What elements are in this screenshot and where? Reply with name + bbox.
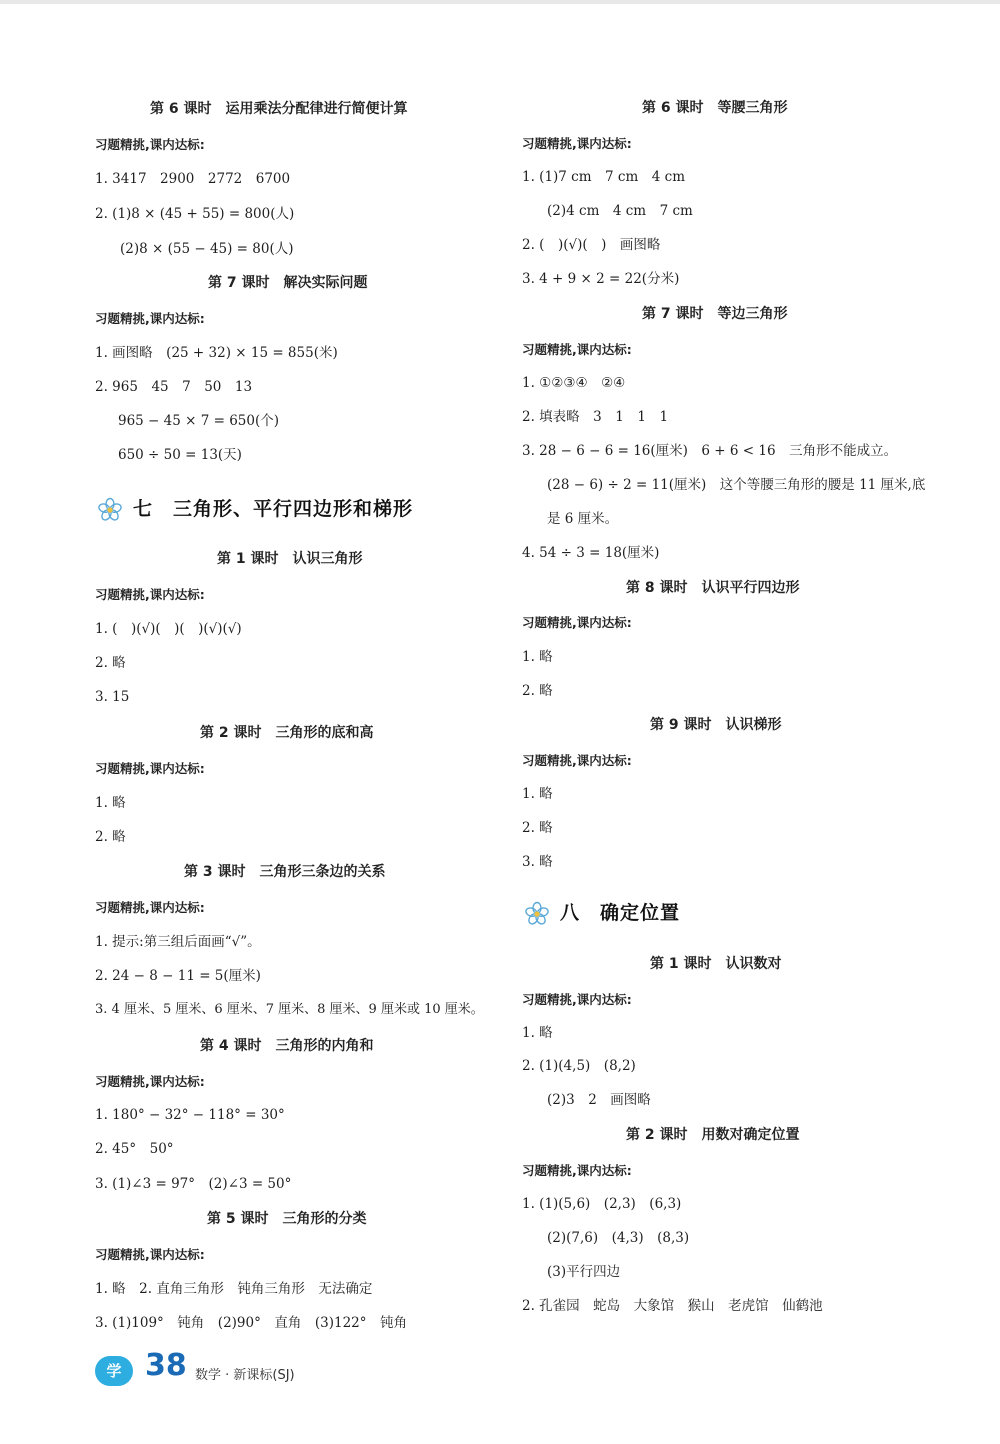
lesson-title: 第 2 课时 三角形的底和高 bbox=[200, 725, 374, 741]
answer-line: 1. (1)(5,6) (2,3) (6,3) bbox=[522, 1196, 682, 1212]
top-border bbox=[0, 0, 1000, 4]
answer-line: 2. 孔雀园 蛇岛 大象馆 猴山 老虎馆 仙鹤池 bbox=[522, 1298, 823, 1314]
exercise-heading: 习题精挑,课内达标: bbox=[522, 615, 632, 630]
answer-line: 1. 略 bbox=[522, 786, 553, 802]
answer-line: 3. 略 bbox=[522, 854, 553, 870]
page-number: 38 bbox=[145, 1348, 187, 1383]
answer-line: 2. 略 bbox=[522, 683, 553, 699]
exercise-heading: 习题精挑,课内达标: bbox=[95, 900, 205, 915]
chapter-title-text: 八 确定位置 bbox=[560, 902, 681, 924]
answer-line: 1. 略 bbox=[522, 649, 553, 665]
answer-line: (2)8 × (55 − 45) = 80(人) bbox=[120, 241, 294, 257]
answer-line: 2. 略 bbox=[95, 829, 126, 845]
subject-label: 数学 · 新课标(SJ) bbox=[195, 1368, 295, 1383]
answer-line: 3. 15 bbox=[95, 689, 130, 705]
answer-line: 2. 略 bbox=[95, 655, 126, 671]
exercise-heading: 习题精挑,课内达标: bbox=[522, 753, 632, 768]
exercise-heading: 习题精挑,课内达标: bbox=[95, 761, 205, 776]
answer-line: 650 ÷ 50 = 13(天) bbox=[118, 447, 242, 463]
lesson-title: 第 8 课时 认识平行四边形 bbox=[626, 580, 800, 596]
answer-line: 4. 54 ÷ 3 = 18(厘米) bbox=[522, 545, 660, 561]
answer-line: 1. 画图略 (25 + 32) × 15 = 855(米) bbox=[95, 345, 338, 361]
answer-line: 是 6 厘米。 bbox=[547, 511, 619, 527]
exercise-heading: 习题精挑,课内达标: bbox=[522, 992, 632, 1007]
answer-line: 3. (1)109° 钝角 (2)90° 直角 (3)122° 钝角 bbox=[95, 1315, 408, 1331]
answer-line: 1. 3417 2900 2772 6700 bbox=[95, 171, 291, 187]
chapter-title-text: 七 三角形、平行四边形和梯形 bbox=[133, 498, 414, 520]
answer-line: (2)4 cm 4 cm 7 cm bbox=[547, 203, 693, 219]
lesson-title: 第 1 课时 认识三角形 bbox=[217, 551, 363, 567]
lesson-title: 第 5 课时 三角形的分类 bbox=[207, 1211, 367, 1227]
answer-line: 1. 180° − 32° − 118° = 30° bbox=[95, 1107, 285, 1123]
answer-line: 2. (1)8 × (45 + 55) = 800(人) bbox=[95, 206, 295, 222]
answer-line: 1. 略 bbox=[522, 1025, 553, 1041]
exercise-heading: 习题精挑,课内达标: bbox=[95, 311, 205, 326]
exercise-heading: 习题精挑,课内达标: bbox=[522, 1163, 632, 1178]
lesson-title: 第 3 课时 三角形三条边的关系 bbox=[184, 864, 386, 880]
lesson-title: 第 6 课时 等腰三角形 bbox=[642, 100, 788, 116]
lesson-title: 第 2 课时 用数对确定位置 bbox=[626, 1127, 800, 1143]
chapter-title bbox=[524, 898, 680, 927]
answer-line: 965 − 45 × 7 = 650(个) bbox=[118, 413, 280, 429]
flower-icon bbox=[97, 497, 123, 523]
answer-line: 2. 略 bbox=[522, 820, 553, 836]
answer-line: 1. ①②③④ ②④ bbox=[522, 375, 626, 391]
answer-line: 1. ( )(√)( )( )(√)(√) bbox=[95, 621, 242, 637]
exercise-heading: 习题精挑,课内达标: bbox=[522, 342, 632, 357]
answer-line: 3. (1)∠3 = 97° (2)∠3 = 50° bbox=[95, 1176, 292, 1192]
answer-line: 2. 填表略 3 1 1 1 bbox=[522, 409, 669, 425]
answer-line: 2. 24 − 8 − 11 = 5(厘米) bbox=[95, 968, 261, 984]
lesson-title: 第 4 课时 三角形的内角和 bbox=[200, 1038, 374, 1054]
exercise-heading: 习题精挑,课内达标: bbox=[95, 137, 205, 152]
lesson-title: 第 7 课时 解决实际问题 bbox=[208, 275, 368, 291]
answer-line: 2. 965 45 7 50 13 bbox=[95, 379, 253, 395]
exercise-heading: 习题精挑,课内达标: bbox=[95, 1247, 205, 1262]
answer-line: (2)(7,6) (4,3) (8,3) bbox=[547, 1230, 690, 1246]
chapter-title bbox=[97, 494, 413, 523]
answer-line: (3)平行四边 bbox=[547, 1264, 621, 1280]
exercise-heading: 习题精挑,课内达标: bbox=[95, 1074, 205, 1089]
answer-line: 3. 4 厘米、5 厘米、6 厘米、7 厘米、8 厘米、9 厘米或 10 厘米。 bbox=[95, 1002, 484, 1017]
answer-line: 1. 略 bbox=[95, 795, 126, 811]
answer-line: 2. ( )(√)( ) 画图略 bbox=[522, 237, 661, 253]
lesson-title: 第 7 课时 等边三角形 bbox=[642, 306, 788, 322]
lesson-title: 第 1 课时 认识数对 bbox=[650, 956, 782, 972]
exercise-heading: 习题精挑,课内达标: bbox=[522, 136, 632, 151]
answer-line: 3. 28 − 6 − 6 = 16(厘米) 6 + 6 < 16 三角形不能成立。 bbox=[522, 443, 898, 459]
answer-line: 3. 4 + 9 × 2 = 22(分米) bbox=[522, 271, 680, 287]
lesson-title: 第 9 课时 认识梯形 bbox=[650, 717, 782, 733]
subject-badge: 学 bbox=[95, 1356, 133, 1386]
flower-icon bbox=[524, 901, 550, 927]
exercise-heading: 习题精挑,课内达标: bbox=[95, 587, 205, 602]
answer-line: 1. 提示:第三组后面画“√”。 bbox=[95, 934, 261, 950]
answer-line: 2. 45° 50° bbox=[95, 1141, 174, 1157]
answer-line: 2. (1)(4,5) (8,2) bbox=[522, 1058, 636, 1074]
lesson-title: 第 6 课时 运用乘法分配律进行简便计算 bbox=[150, 101, 408, 117]
answer-line: 1. (1)7 cm 7 cm 4 cm bbox=[522, 169, 686, 185]
answer-line: (28 − 6) ÷ 2 = 11(厘米) 这个等腰三角形的腰是 11 厘米,底 bbox=[547, 477, 926, 493]
answer-line: (2)3 2 画图略 bbox=[547, 1092, 651, 1108]
answer-line: 1. 略 2. 直角三角形 钝角三角形 无法确定 bbox=[95, 1281, 373, 1297]
